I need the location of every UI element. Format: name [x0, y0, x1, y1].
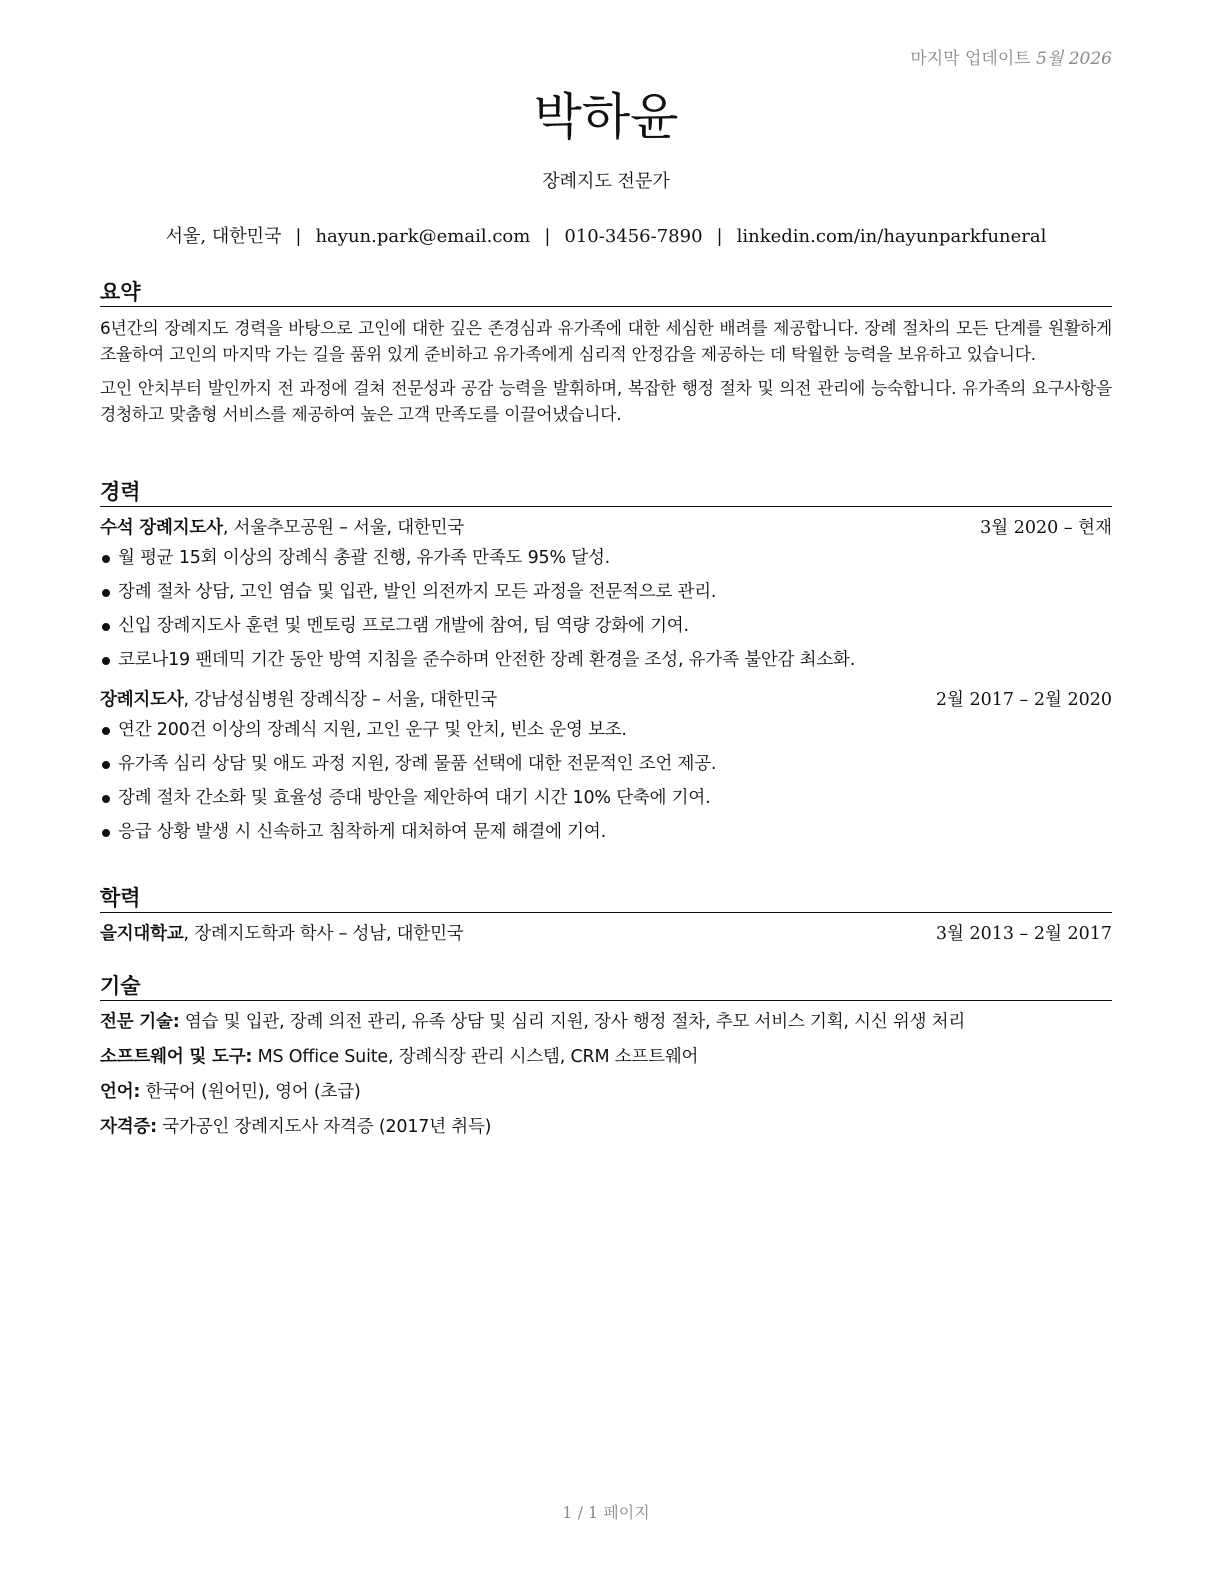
contact-separator: | [716, 226, 723, 247]
bullet-icon [102, 761, 110, 769]
bullet-item [100, 613, 1112, 639]
updated-year: 2026 [1068, 49, 1112, 69]
bullet-text: 유가족 심리 상담 및 애도 과정 지원, 장례 물품 선택에 대한 전문적인 조언 제공. [118, 754, 717, 774]
skill-label: 전문 기술: [100, 1012, 180, 1032]
bullet-icon [102, 589, 110, 597]
summary-paragraph: 고인 안치부터 발인까지 전 과정에 걸쳐 전문성과 공감 능력을 발휘하며, 복잡한 행정 절차 및 의전 관리에 능숙합니다. 유가족의 요구사항을 경청하고 맞춤형 서비스를 제공하여 높은 고객 만족도를 이끌어냈습니다. [100, 378, 1112, 424]
contact-line [100, 224, 1112, 250]
education-heading: 학력 [100, 884, 1112, 913]
last-updated [910, 44, 1112, 69]
contact-separator: | [295, 226, 302, 247]
bullet-icon [102, 623, 110, 631]
contact-separator: | [544, 226, 551, 247]
skill-value: 염습 및 입관, 장례 의전 관리, 유족 상담 및 심리 지원, 장사 행정 절차, 추모 서비스 기획, 시신 위생 처리 [179, 1012, 966, 1032]
job-bullets [100, 717, 1112, 845]
experience-heading: 경력 [100, 478, 1112, 507]
skill-label: 자격증: [100, 1117, 157, 1137]
job-entry [100, 515, 1112, 673]
bullet-item [100, 579, 1112, 605]
education-dates: 3월 2013 – 2월 2017 [935, 924, 1112, 944]
bullet-item [100, 647, 1112, 673]
bullet-text: 코로나19 팬데믹 기간 동안 방역 지침을 준수하며 안전한 장례 환경을 조성, 유가족 불안감 최소화. [118, 650, 856, 670]
experience-section [100, 478, 1112, 853]
contact-linkedin[interactable]: linkedin.com/in/hayunparkfuneral [736, 226, 1047, 247]
job-header [100, 687, 1112, 713]
job-bullets [100, 545, 1112, 673]
updated-month: 5월 [1036, 49, 1064, 69]
bullet-item [100, 751, 1112, 777]
skill-row [100, 1009, 1112, 1035]
skill-label: 언어: [100, 1082, 141, 1102]
skill-row [100, 1079, 1112, 1105]
bullet-text: 장례 절차 상담, 고인 염습 및 입관, 발인 의전까지 모든 과정을 전문적으로 관리. [118, 582, 717, 602]
candidate-title: 장례지도 전문가 [542, 171, 670, 192]
bullet-item [100, 717, 1112, 743]
bullet-text: 월 평균 15회 이상의 장례식 총괄 진행, 유가족 만족도 95% 달성. [118, 548, 611, 568]
contact-location: 서울, 대한민국 [165, 226, 282, 247]
job-entry [100, 687, 1112, 845]
job-dates: 2월 2017 – 2월 2020 [935, 690, 1112, 710]
job-role: 수석 장례지도사 [100, 518, 223, 538]
candidate-name: 박하윤 [533, 88, 679, 146]
bullet-text: 신입 장례지도사 훈련 및 멘토링 프로그램 개발에 참여, 팀 역량 강화에 기여. [118, 616, 689, 636]
summary-section [100, 278, 1112, 435]
skill-row [100, 1114, 1112, 1140]
skill-row [100, 1044, 1112, 1070]
skills-section [100, 972, 1112, 1149]
job-dates: 3월 2020 – 현재 [980, 518, 1112, 538]
job-header [100, 515, 1112, 541]
job-org: , 서울추모공원 – 서울, 대한민국 [222, 518, 465, 538]
bullet-item [100, 785, 1112, 811]
skills-heading: 기술 [100, 972, 1112, 1001]
bullet-icon [102, 727, 110, 735]
bullet-icon [102, 657, 110, 665]
updated-label: 마지막 업데이트 [910, 49, 1031, 69]
bullet-text: 장례 절차 간소화 및 효율성 증대 방안을 제안하여 대기 시간 10% 단축에 기여. [118, 788, 711, 808]
contact-phone[interactable]: 010-3456-7890 [564, 226, 703, 247]
bullet-text: 응급 상황 발생 시 신속하고 침착하게 대처하여 문제 해결에 기여. [118, 822, 606, 842]
resume-page [100, 0, 1112, 1584]
skill-value: MS Office Suite, 장례식장 관리 시스템, CRM 소프트웨어 [252, 1047, 699, 1067]
skill-value: 국가공인 장례지도사 자격증 (2017년 취득) [156, 1117, 492, 1137]
skill-value: 한국어 (원어민), 영어 (초급) [140, 1082, 361, 1102]
skill-label: 소프트웨어 및 도구: [100, 1047, 253, 1067]
education-section [100, 884, 1112, 947]
bullet-item [100, 819, 1112, 845]
school-name: 을지대학교 [100, 924, 184, 944]
page-number: 1 / 1 페이지 [562, 1503, 650, 1522]
job-org: , 강남성심병원 장례식장 – 서울, 대한민국 [183, 690, 497, 710]
bullet-item [100, 545, 1112, 571]
bullet-icon [102, 829, 110, 837]
bullet-icon [102, 795, 110, 803]
education-entry [100, 921, 1112, 947]
summary-paragraph: 6년간의 장례지도 경력을 바탕으로 고인에 대한 깊은 존경심과 유가족에 대한 세심한 배려를 제공합니다. 장례 절차의 모든 단계를 원활하게 조율하여 고인의 마지막 가는 길을 품위 있게 준비하고 유가족에게 심리적 안정감을 제공하는 데 탁월한 능력을 보유하고 있습니다. [100, 318, 1112, 364]
summary-heading: 요약 [100, 278, 1112, 307]
bullet-icon [102, 555, 110, 563]
bullet-text: 연간 200건 이상의 장례식 지원, 고인 운구 및 안치, 빈소 운영 보조. [118, 720, 627, 740]
job-role: 장례지도사 [100, 690, 184, 710]
degree-detail: , 장례지도학과 학사 – 성남, 대한민국 [183, 924, 464, 944]
contact-email[interactable]: hayun.park@email.com [315, 226, 531, 247]
